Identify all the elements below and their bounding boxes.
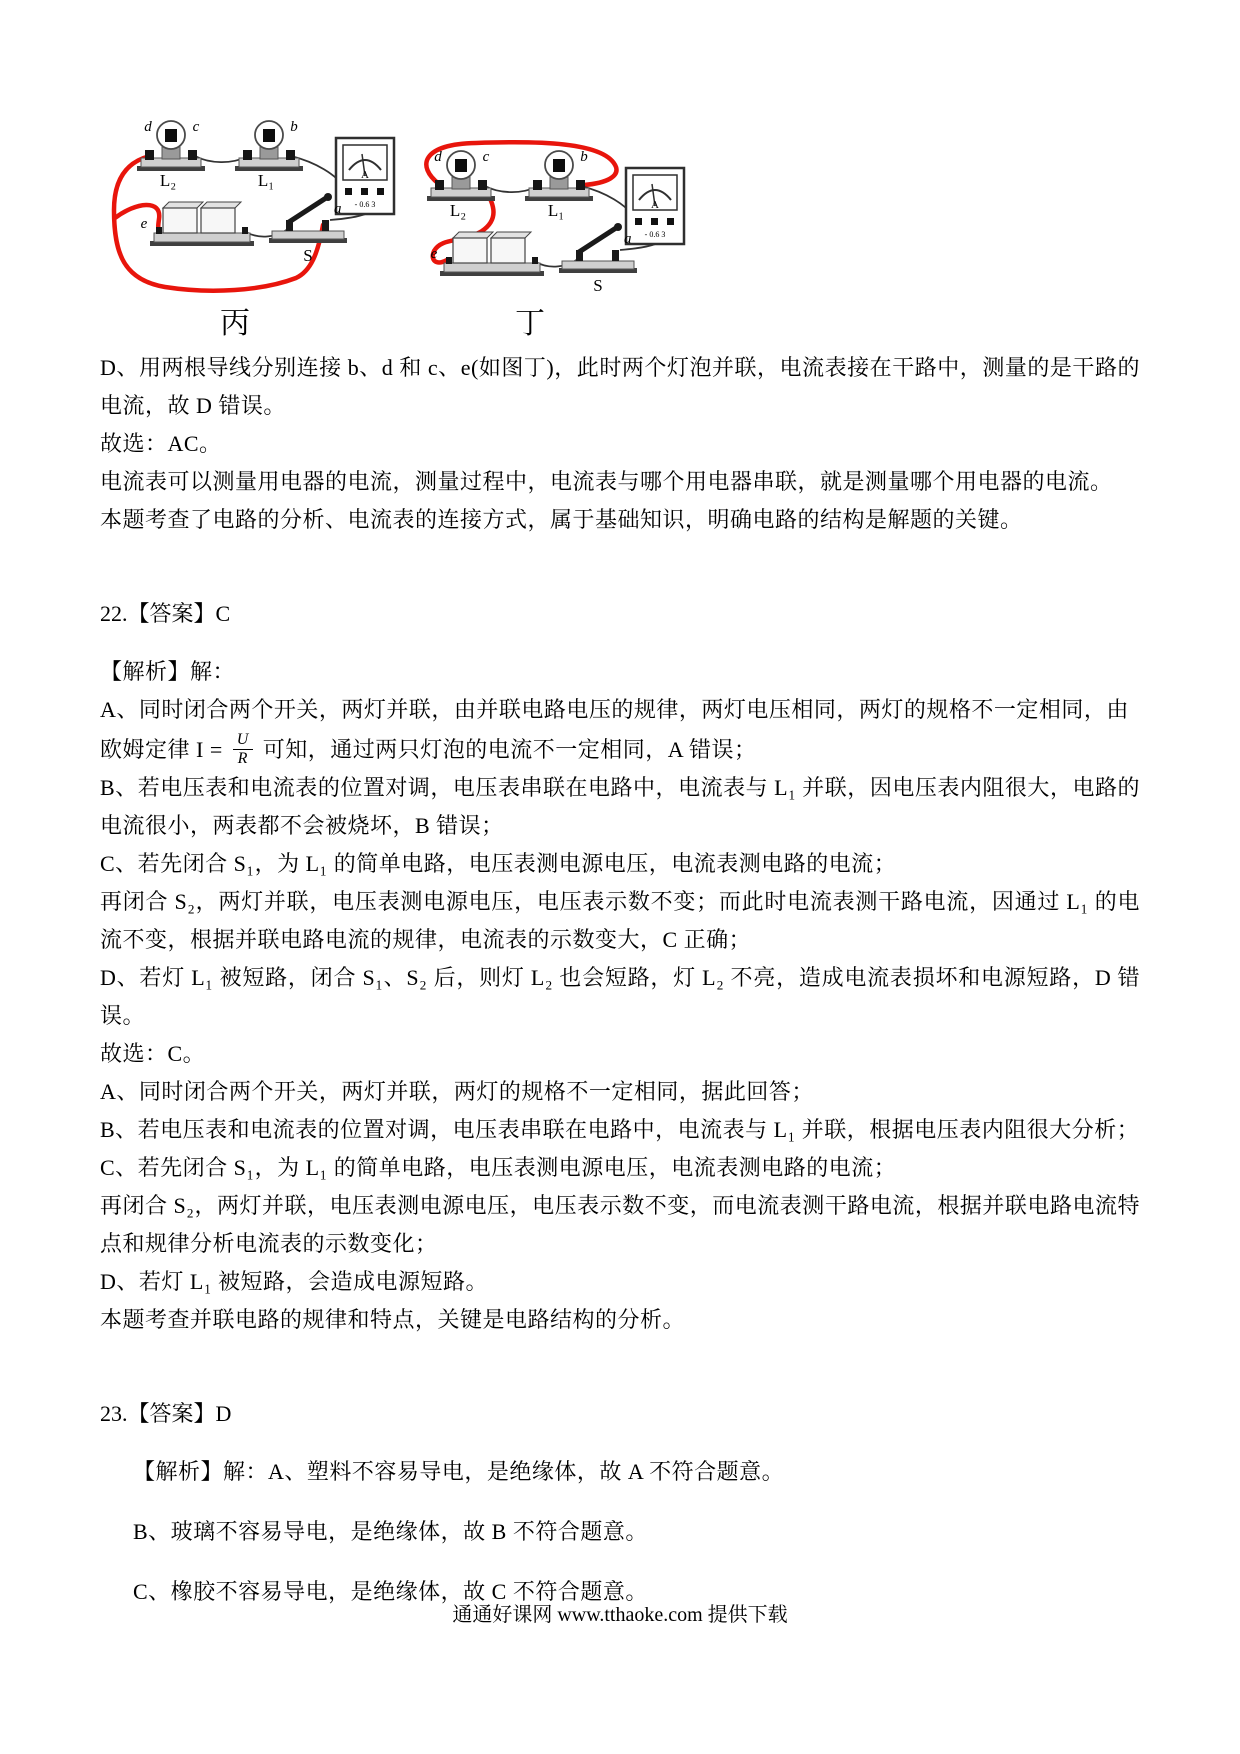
formula-suffix: 可知，通过两只灯泡的电流不一定相同，A 错误； (262, 736, 757, 762)
circuit-figure-svg (100, 106, 690, 308)
black-wire (485, 186, 536, 192)
answer22-option-b-analysis: B、若电压表和电流表的位置对调，电压表串联在电路中，电流表与 L₁ 并联，因电压表内阻很大，电路的电流很小，两表都不会被烧坏，B 错误； (100, 774, 1140, 838)
switch-label: S (303, 246, 313, 265)
terminal-label-b: b (580, 149, 588, 165)
terminal-label-a: a (334, 201, 342, 217)
answer21-chosen-answer: 故选：AC。 (100, 431, 222, 456)
figure-captions (100, 307, 1140, 349)
ammeter-label: A (361, 169, 369, 181)
lamp-l2-label: L₂ (159, 171, 177, 190)
terminal-label-c: c (192, 119, 200, 135)
terminal-label-b: b (290, 119, 298, 135)
terminal-label-c: c (482, 149, 490, 165)
answer22-option-c-analysis-2: 再闭合 S₂，两灯并联，电压表测电源电压，电压表示数不变；而此时电流表测干路电流，因通过 L₁ 的电流不变，根据并联电路电流的规律，电流表的示数变大，C 正确； (100, 888, 1140, 952)
battery-pack (440, 232, 544, 276)
ammeter-scale-label: - 0.6 3 (644, 230, 666, 239)
circuit-bing (114, 119, 394, 291)
answer22-review-a: A、同时闭合两个开关，两灯并联，两灯的规格不一定相同，据此回答； (100, 1078, 814, 1104)
answer22-heading: 22.【答案】C (100, 601, 231, 626)
ammeter-scale-label: - 0.6 3 (354, 200, 376, 209)
answer22-analysis-label: 【解析】解： (100, 659, 236, 684)
terminal-label-a: a (624, 231, 632, 247)
figure-caption-bing: 丙 (220, 307, 250, 340)
lamp-l2-label: L₂ (449, 201, 467, 220)
ammeter-label: A (651, 199, 659, 211)
circuit-ding (426, 142, 684, 295)
terminal-label-e: e (430, 246, 438, 262)
figure-caption-ding: 丁 (515, 307, 545, 340)
answer22-formula-line (100, 729, 1140, 769)
terminal-label-d: d (434, 149, 442, 165)
ohms-law-fraction (233, 732, 253, 769)
red-jumper-wire (115, 205, 159, 230)
answer23-option-c-analysis: C、橡胶不容易导电，是绝缘体，故 C 不符合题意。 (133, 1578, 648, 1604)
answer21-note: 电流表可以测量用电器的电流，测量过程中，电流表与哪个用电器串联，就是测量哪个用电器的电流。 (100, 469, 1113, 494)
answer22-option-a-line1: A、同时闭合两个开关，两灯并联，由并联电路电压的规律，两灯电压相同，两灯的规格不一定相同，由 (100, 697, 1129, 722)
lamp-l1-label: L₁ (547, 201, 565, 220)
lamp-l1-label: L₁ (257, 171, 275, 190)
answer23-option-b-analysis: B、玻璃不容易导电，是绝缘体，故 B 不符合题意。 (133, 1518, 648, 1544)
answer22-review-b: B、若电压表和电流表的位置对调，电压表串联在电路中，电流表与 L₁ 并联，根据电压表内阻很大分析； (100, 1116, 1140, 1142)
answer22-review-c-1: C、若先闭合 S₁，为 L₁ 的简单电路，电压表测电源电压，电流表测电路的电流； (100, 1154, 897, 1180)
page-footer: 通通好课网 www.tthaoke.com 提供下载 (452, 1604, 788, 1626)
answer22-review-d: D、若灯 L₁ 被短路，会造成电源短路。 (100, 1268, 488, 1294)
answer22-review-c-2: 再闭合 S₂，两灯并联，电压表测电源电压，电压表示数不变，而电流表测干路电流，根据并联电路电流特点和规律分析电流表的示数变化； (100, 1192, 1140, 1256)
circuit-figure (100, 106, 1140, 349)
answer21-summary: 本题考查了电路的分析、电流表的连接方式，属于基础知识，明确电路的结构是解题的关键。 (100, 507, 1023, 532)
fraction-numerator: U (233, 732, 253, 751)
fraction-denominator: R (237, 750, 248, 768)
formula-prefix: 欧姆定律 I = (100, 736, 223, 762)
terminal-label-d: d (144, 119, 152, 135)
terminal-label-e: e (140, 216, 148, 232)
battery-pack (150, 202, 254, 246)
answer23-heading: 23.【答案】D (100, 1400, 232, 1426)
page-content (0, 106, 1240, 1611)
answer22-option-c-analysis-1: C、若先闭合 S₁，为 L₁ 的简单电路，电压表测电源电压，电流表测电路的电流； (100, 850, 897, 876)
answer21-option-d-analysis: D、用两根导线分别连接 b、d 和 c、e(如图丁)，此时两个灯泡并联，电流表接在干路中，测量的是干路的电流，故 D 错误。 (100, 355, 1140, 418)
answer22-chosen-answer: 故选：C。 (100, 1040, 206, 1066)
switch-label: S (593, 276, 603, 295)
answer22-summary: 本题考查并联电路的规律和特点，关键是电路结构的分析。 (100, 1306, 686, 1332)
black-wire (195, 156, 246, 162)
answer22-option-d-analysis: D、若灯 L₁ 被短路，闭合 S₁、S₂ 后，则灯 L₂ 也会短路，灯 L₂ 不亮，造成电流表损坏和电源短路，D 错误。 (100, 964, 1140, 1028)
answer23-option-a-analysis: 【解析】解：A、塑料不容易导电，是绝缘体，故 A 不符合题意。 (133, 1458, 785, 1484)
